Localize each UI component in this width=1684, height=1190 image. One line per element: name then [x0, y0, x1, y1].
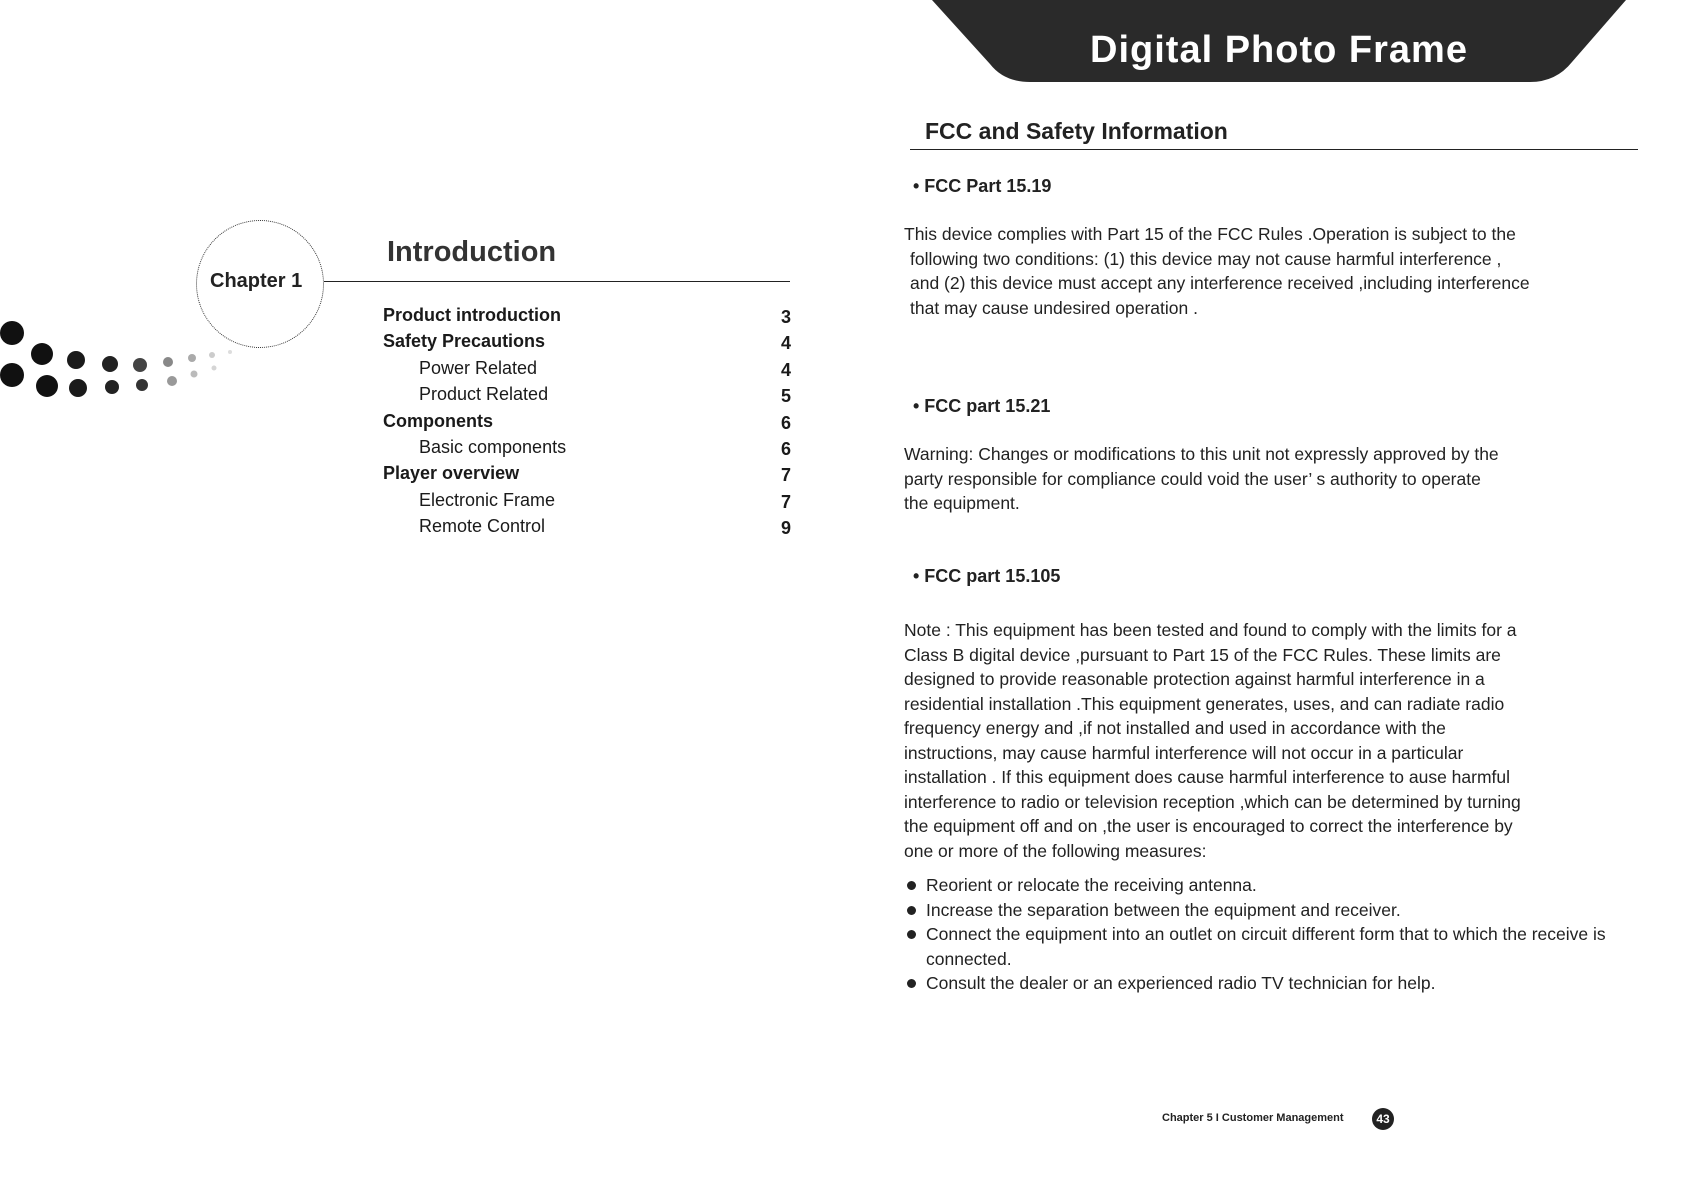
- footer-text: Chapter 5 I Customer Management: [1162, 1112, 1344, 1124]
- toc-item: Player overview 7: [383, 460, 791, 486]
- fcc-15105-heading: • FCC part 15.105: [913, 566, 1061, 586]
- toc-item: Safety Precautions 4: [383, 328, 791, 354]
- toc-page-number: 6: [780, 412, 791, 433]
- toc-page-number: 6: [780, 438, 791, 459]
- introduction-title: Introduction: [387, 236, 557, 268]
- toc-item: Components 6: [383, 408, 791, 434]
- fcc-1521-heading: • FCC part 15.21: [913, 396, 1051, 416]
- section-divider: [910, 149, 1638, 150]
- toc-item: Product Related 5: [383, 381, 791, 407]
- toc-item: Electronic Frame 7: [383, 487, 791, 513]
- list-item: Increase the separation between the equipment and receiver.: [906, 898, 1626, 923]
- chapter-label: Chapter 1: [210, 270, 303, 292]
- toc-item: Product introduction 3: [383, 302, 791, 328]
- right-page: [842, 0, 1684, 1190]
- fcc-1519-heading: • FCC Part 15.19: [913, 176, 1052, 196]
- toc-page-number: 4: [780, 359, 791, 380]
- toc-page-number: 7: [780, 491, 791, 512]
- list-item: Reorient or relocate the receiving antenna.: [906, 873, 1626, 898]
- toc-item: Power Related 4: [383, 355, 791, 381]
- toc-page-number: 3: [780, 307, 791, 327]
- toc-page-number: 7: [780, 465, 791, 486]
- fcc-1519-paragraph: This device complies with Part 15 of the FCC Rules .Operation is subject to the following two conditions: (1) this device may not cause harmful interference , and (2) this device must accept any interference received ,including interference that may cause undesired operation .: [904, 224, 1530, 318]
- section-title: FCC and Safety Information: [925, 118, 1228, 144]
- toc-page-number: 9: [780, 518, 791, 539]
- toc-item: Basic components 6: [383, 434, 791, 460]
- table-of-contents: [383, 302, 791, 540]
- fcc-15105-paragraph: Note : This equipment has been tested and found to comply with the limits for a Class B digital device ,pursuant to Part 15 of the FCC Rules. These limits are designed to provide reasonable protection against harmful interference in a residential installation .This equipment generates, uses, and can radiate radio frequency energy and ,if not installed and used in accordance with the instructions, may cause harmful interference will not occur in a particular installation . If this equipment does cause harmful interference to ause harmful interference to radio or television reception ,which can be determined by turning the equipment off and on ,the user is encouraged to correct the interference by one or more of the following measures:: [904, 620, 1521, 861]
- toc-page-number: 4: [780, 333, 791, 354]
- toc-item: Remote Control 9: [383, 513, 791, 539]
- header-title: Digital Photo Frame: [1090, 29, 1468, 71]
- chapter-divider: [324, 281, 790, 282]
- list-item: Consult the dealer or an experienced radio TV technician for help.: [906, 971, 1626, 996]
- toc-page-number: 5: [780, 386, 791, 407]
- page-number-badge: 43: [1372, 1108, 1394, 1130]
- list-item: Connect the equipment into an outlet on circuit different form that to which the receive is connected.: [906, 922, 1626, 971]
- measures-list: [906, 873, 1626, 996]
- fcc-1521-paragraph: Warning: Changes or modifications to this unit not expressly approved by the party responsible for compliance could void the user’ s authority to operate the equipment.: [904, 444, 1499, 513]
